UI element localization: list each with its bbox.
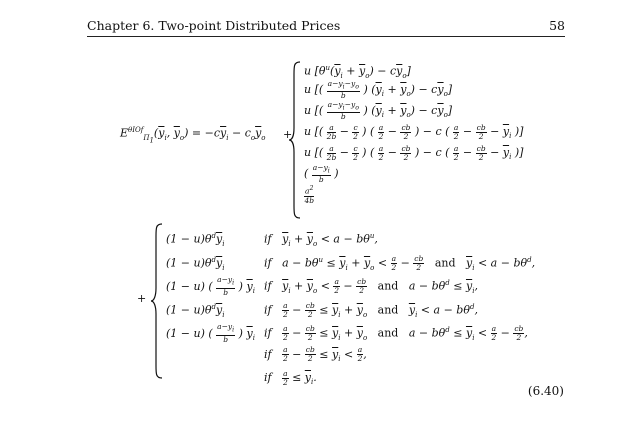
plus-sign: + xyxy=(137,292,147,305)
page-number: 58 xyxy=(549,18,565,33)
case-row: $(1 - u)\theta^d\overline{y}_i$ if $\overline{y}_i + \overline{y}_o < a - b\theta^u$, xyxy=(166,232,378,248)
plus-sign: + xyxy=(283,128,293,141)
chapter-title: Chapter 6. Two-point Distributed Prices xyxy=(87,18,341,33)
left-brace-2 xyxy=(150,222,164,380)
case-row: $(1 - u)\theta^d\overline{y}_i$ if $a - b\theta^u \le \overline{y}_i + \overline{y}_o$ < $\frac{a}{2}$ − $\frac{cb}{2}$ and $\overline{y}_i < a - b\theta^d$, xyxy=(166,253,536,272)
first-cases xyxy=(304,58,523,205)
case-row: u [( $\frac{a}{2b}$ − $\frac{c}{2}$ ) ( $\frac{a}{2}$ − $\frac{cb}{2}$ ) − c ( $\frac{a}{2}$ − $\frac{cb}{2}$ − $\overline{y}_i$ )] xyxy=(304,143,524,162)
case-row: $\frac{a^2}{4b}$ xyxy=(304,185,315,205)
case-row: ( $\frac{a-y_i}{b}$ ) xyxy=(304,162,339,185)
left-brace-1 xyxy=(288,60,302,220)
running-header xyxy=(87,18,565,37)
case-row: (1 − u) ( $\frac{a-y_i}{b}$ ) $\overline{y}_i$ if $\overline{y}_i + \overline{y}_o$ < $\frac{a}{2}$ − $\frac{cb}{2}$ and $a - b\theta^d \le \overline{y}_i$, xyxy=(166,275,478,297)
case-row: $(1 - u)\theta^d\overline{y}_i$ if $\frac{a}{2}$ − $\frac{cb}{2}$ ≤ $\overline{y}_i + \overline{y}_o$ and $\overline{y}_i < a - b\theta^d$, xyxy=(166,300,478,319)
second-cases xyxy=(166,225,535,390)
equation-number: (6.40) xyxy=(527,384,564,398)
case-row: (1 − u) ( $\frac{a-y_i}{b}$ ) $\overline{y}_i$ if $\frac{a}{2}$ − $\frac{cb}{2}$ ≤ $\overline{y}_i + \overline{y}_o$ and $a - b\theta^d \le \overline{y}_i$ < $\frac{a}{2}$ − $\frac{cb}{2}$ , xyxy=(166,322,528,344)
case-row: u [( $\frac{a-y_i-y_o}{b}$ ) $(\overline{y}_i + \overline{y}_o) - c\overline{y}_o$] xyxy=(304,78,453,101)
case-row: u $[\theta^u(\overline{y}_i + \overline{y}_o) - c\overline{y}_o]$ xyxy=(304,64,411,80)
case-row: u [( $\frac{a-y_i-y_o}{b}$ ) $(\overline{y}_i + \overline{y}_o) - c\overline{y}_o$] xyxy=(304,99,453,122)
case-row: u [( $\frac{a}{2b}$ − $\frac{c}{2}$ ) ( $\frac{a}{2}$ − $\frac{cb}{2}$ ) − c ( $\frac{a}{2}$ − $\frac{cb}{2}$ − $\overline{y}_i$ )] xyxy=(304,122,524,141)
case-row: if $\frac{a}{2}$ − $\frac{cb}{2}$ ≤ $\overline{y}_i$ < $\frac{a}{2}$ , xyxy=(264,345,367,363)
equation-lhs: $E^{\theta IOf}_{\Pi_1}(\overline{y}_i$, $\overline{y}_o) = -c\overline{y}_i - c_o\overline{y}_o$ xyxy=(120,126,266,145)
case-row: if $\frac{a}{2}$ ≤ $\overline{y}_i$. xyxy=(264,368,317,387)
